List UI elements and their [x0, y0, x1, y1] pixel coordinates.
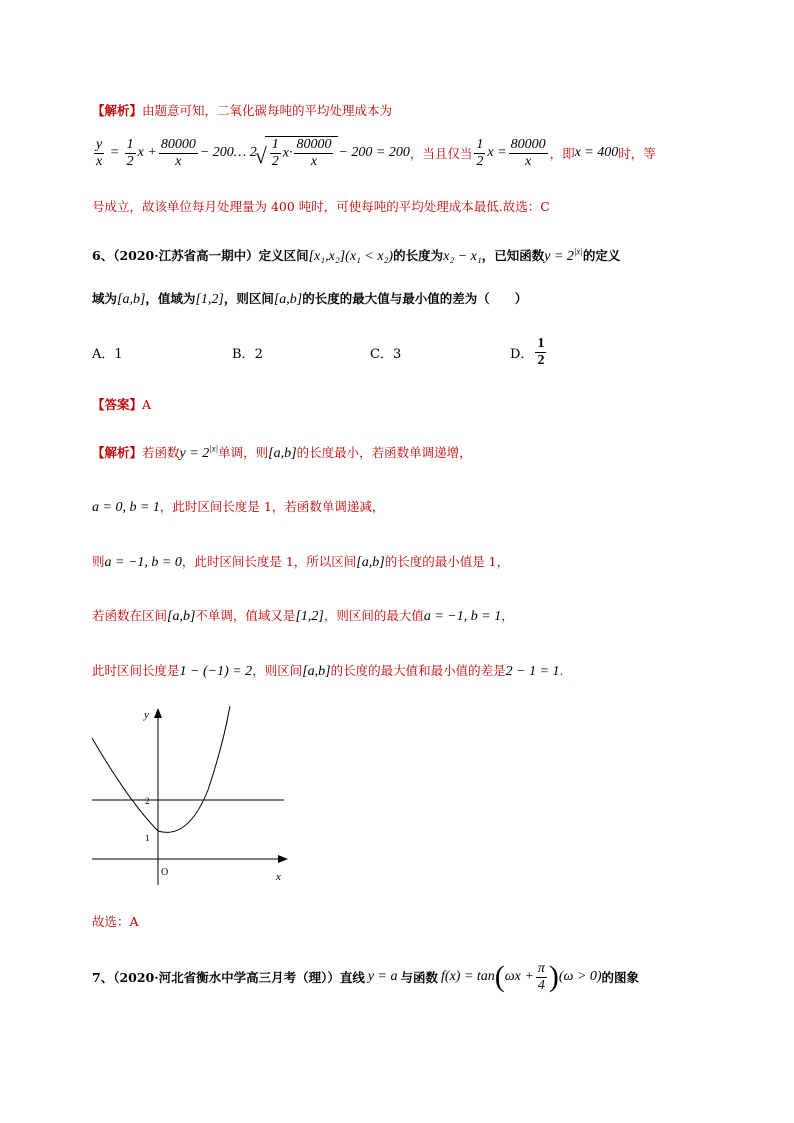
- formula-tail: − 200 = 200: [338, 145, 410, 160]
- q5-analysis-text: 由题意可知，二氧化碳每吨的平均处理成本为: [142, 103, 393, 118]
- q5-result-tail: 时，等: [618, 146, 656, 161]
- option-d[interactable]: D． $\frac{1}{2}$: [510, 336, 545, 368]
- tick-1: 1: [145, 833, 150, 843]
- y-axis-arrow: [154, 708, 162, 718]
- formula-mid: x +: [137, 145, 157, 160]
- q5-conclusion: 号成立，故该单位每月处理量为 400 吨时，可使每吨的平均处理成本最低.故选：C: [92, 199, 550, 214]
- q6-interval: [x₁,x₂](x₁ < x₂): [308, 249, 394, 264]
- q6-select: 故选：A: [92, 914, 139, 929]
- q6-analysis-3: 则a = −1, b = 0，此时区间长度是 1，所以区间[a,b]的长度的最小值是 1，: [92, 554, 510, 570]
- formula-minus200: − 200… 2: [199, 145, 257, 160]
- q6-answer-value: A: [142, 397, 152, 412]
- function-graph: [88, 700, 298, 890]
- curve-2-abs-x: [92, 706, 230, 832]
- q5-result-text: ，即: [549, 146, 575, 161]
- q6-answer-line: 【答案】A: [92, 397, 152, 412]
- cond-80000-over-x: $\frac{80000}{x}$: [510, 136, 546, 169]
- q5-analysis-line: [92, 101, 392, 119]
- q6-analysis-1: 【解析】若函数$y = 2^{|x|}$单调，则[a,b]的长度最小，若函数单调递增，: [92, 443, 472, 461]
- q6-analysis-2: a = 0, b = 1，此时区间长度是 1，若函数单调递减，: [92, 499, 385, 515]
- option-a[interactable]: A．1: [92, 347, 123, 362]
- option-b[interactable]: B．2: [232, 347, 263, 362]
- q6-analysis-5: 此时区间长度是1 − (−1) = 2，则区间[a,b]的长度的最大值和最小值的差是2 − 1 = 1.: [92, 663, 564, 679]
- formula-half: $\frac{1}{2}$: [126, 136, 134, 169]
- q6-length: x₂ − x₁: [443, 249, 482, 264]
- result-val: x = 400: [574, 145, 619, 160]
- q6-analysis-4: 若函数在区间[a,b]不单调，值域又是[1,2]，则区间的最大值a = −1, b = 1，: [92, 608, 514, 624]
- q5-formula-line: $\frac{y}{x}$ = $\frac{1}{2}$ x + $\frac{80000}{x}$ − 200… 2 √ $\frac{1}{2}$ x· $\frac{80000}{x}$ − 200 = 200 ，当且仅当 $\frac{1}{2}$ x = $\frac{80000}{x}$ ，即 x = 400 时，等: [92, 136, 656, 170]
- formula-sqrt: √ $\frac{1}{2}$ x· $\frac{80000}{x}$: [265, 136, 339, 170]
- q7-stem: 7、（2020·河北省衡水中学高三月考（理））直线 y = a 与函数 f(x) = tan ( ωx + $\frac{\pi}{4}$ ) (ω > 0) 的图象: [92, 960, 640, 993]
- origin-label: O: [161, 867, 169, 878]
- y-label: y: [144, 709, 149, 721]
- x-label: x: [276, 871, 281, 883]
- option-c[interactable]: C．3: [370, 347, 402, 362]
- q6-func: $y = 2^{|x|}$: [544, 246, 583, 264]
- cond-eq: x =: [487, 145, 507, 160]
- x-axis-arrow: [278, 855, 288, 863]
- q6-stem-line1: 6、（2020·江苏省高一期中）定义区间[x₁,x₂](x₁ < x₂)的长度为x₂ − x₁，已知函数$y = 2^{|x|}$的定义: [92, 246, 621, 264]
- tick-2: 2: [145, 796, 150, 806]
- q5-cond-text: ，当且仅当: [409, 146, 473, 161]
- cond-half: $\frac{1}{2}$: [476, 136, 484, 169]
- formula-y-over-x: $\frac{y}{x}$: [96, 136, 103, 169]
- analysis-tag: 【解析】: [92, 103, 143, 118]
- formula-80000-over-x: $\frac{80000}{x}$: [160, 136, 196, 169]
- q6-stem-line2: 域为[a,b]，值域为[1,2]，则区间[a,b]的长度的最大值与最小值的差为（ ）: [92, 291, 528, 307]
